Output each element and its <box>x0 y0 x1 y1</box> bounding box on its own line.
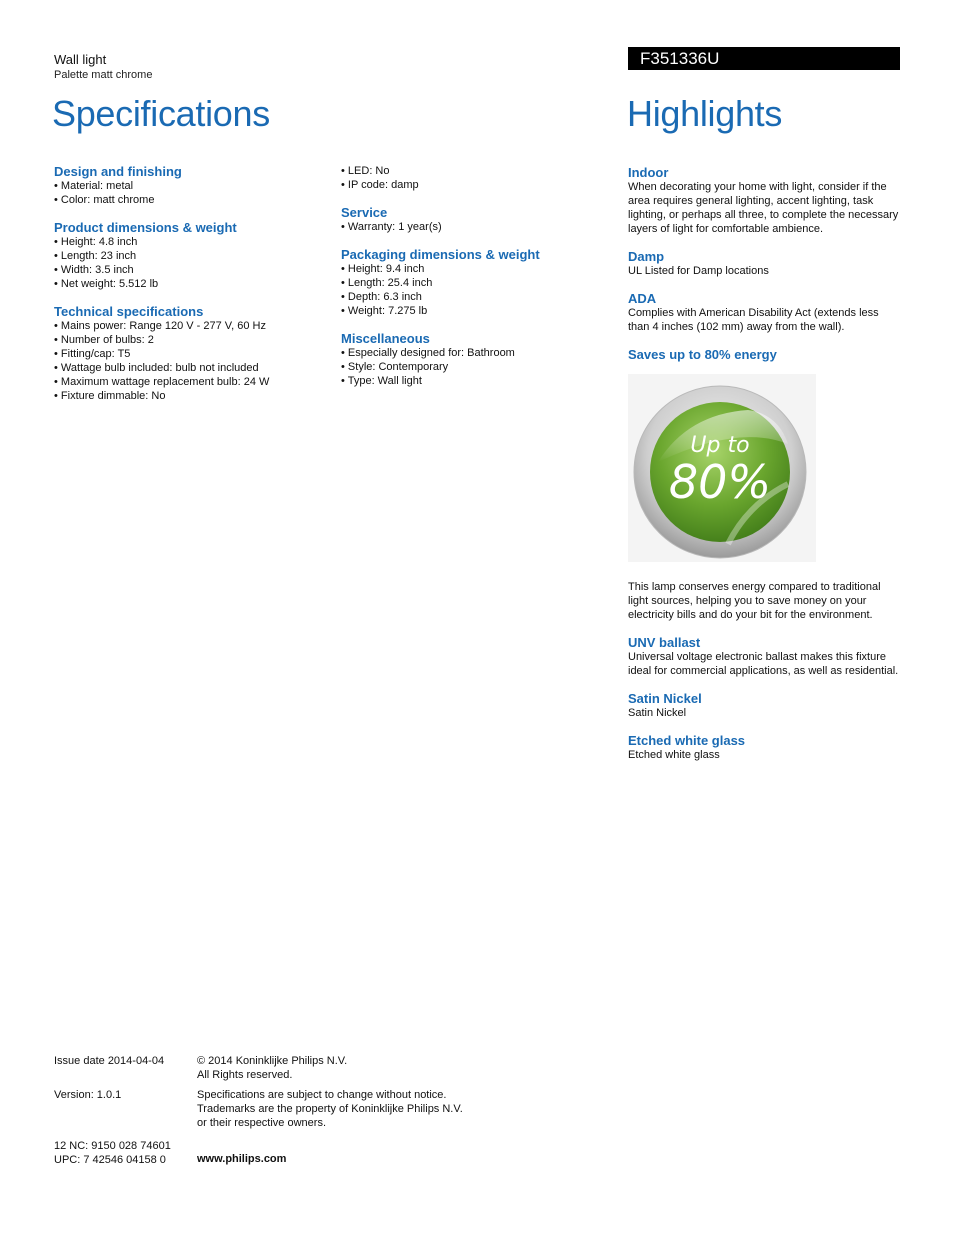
highlight-heading: Satin Nickel <box>628 691 702 706</box>
spec-item: • Style: Contemporary <box>341 361 449 373</box>
spec-section-miscellaneous <box>341 331 611 388</box>
spec-item: • Weight: 7.275 lb <box>341 305 428 317</box>
highlight-body: Satin Nickel <box>628 707 687 719</box>
energy-badge <box>628 374 816 562</box>
highlights-column <box>628 165 902 775</box>
highlight-heading: Saves up to 80% energy <box>628 347 777 362</box>
spec-heading: Miscellaneous <box>341 331 430 346</box>
spec-item: • Height: 4.8 inch <box>54 236 138 248</box>
highlight-energy <box>628 347 902 622</box>
spec-item: • Material: metal <box>54 180 134 192</box>
highlight-satin <box>628 691 902 720</box>
spec-item: • IP code: damp <box>341 179 419 191</box>
highlight-heading: Etched white glass <box>628 733 746 748</box>
spec-item: • Fixture dimmable: No <box>54 390 166 402</box>
highlight-body: Universal voltage electronic ballast makes this fixture ideal for commercial applications, as well as residential. <box>628 651 899 677</box>
footer-copyright: © 2014 Koninklijke Philips N.V. <box>197 1055 348 1067</box>
highlight-indoor <box>628 165 902 236</box>
highlight-heading: Indoor <box>628 165 669 180</box>
footer-notice-2: Trademarks are the property of Koninklijke Philips N.V. <box>197 1103 463 1115</box>
footer-notice-1: Specifications are subject to change without notice. <box>197 1089 447 1101</box>
highlight-body: When decorating your home with light, consider if the area requires general lighting, accent lighting, task lighting, or perhaps all three, to complete the necessary layers of light for comfortable ambience. <box>628 181 899 235</box>
spec-item: • Length: 23 inch <box>54 250 137 262</box>
spec-section-design <box>54 164 324 207</box>
footer-rights: All Rights reserved. <box>197 1069 293 1081</box>
spec-item: • Length: 25.4 inch <box>341 277 433 289</box>
spec-section-packaging <box>341 247 611 318</box>
highlight-heading: Damp <box>628 249 665 264</box>
spec-heading: Design and finishing <box>54 164 182 179</box>
specs-column-2 <box>341 164 611 401</box>
footer-website-link[interactable]: www.philips.com <box>197 1153 287 1165</box>
highlight-heading: ADA <box>628 291 657 306</box>
spec-section-product-dimensions <box>54 220 324 291</box>
highlight-damp <box>628 249 902 278</box>
spec-item: • Warranty: 1 year(s) <box>341 221 442 233</box>
highlight-etched <box>628 733 902 762</box>
highlight-ada <box>628 291 902 334</box>
highlight-body: Etched white glass <box>628 749 720 761</box>
spec-item: • LED: No <box>341 165 390 177</box>
spec-item: • Maximum wattage replacement bulb: 24 W <box>54 376 270 388</box>
spec-section-service <box>341 205 611 234</box>
product-title: Wall light <box>54 52 107 67</box>
spec-item: • Especially designed for: Bathroom <box>341 347 515 359</box>
spec-heading: Technical specifications <box>54 304 204 319</box>
spec-item: • Number of bulbs: 2 <box>54 334 154 346</box>
spec-item: • Type: Wall light <box>341 375 422 387</box>
highlight-body: This lamp conserves energy compared to traditional light sources, helping you to save money on your electricity bills and do your bit for the environment. <box>628 581 881 621</box>
highlight-heading: UNV ballast <box>628 635 701 650</box>
highlight-body: Complies with American Disability Act (extends less than 4 inches (102 mm) away from the wall). <box>628 307 879 333</box>
spec-item: • Wattage bulb included: bulb not included <box>54 362 259 374</box>
specifications-title: Specifications <box>52 93 270 134</box>
badge-text-percent: 80% <box>668 455 772 509</box>
footer-nc: 12 NC: 9150 028 74601 <box>54 1140 171 1152</box>
spec-item: • Fitting/cap: T5 <box>54 348 131 360</box>
spec-section-continued <box>341 164 611 192</box>
footer-issue-date: Issue date 2014-04-04 <box>54 1055 165 1067</box>
badge-text-up-to: Up to <box>690 433 750 458</box>
spec-item: • Net weight: 5.512 lb <box>54 278 159 290</box>
spec-item: • Mains power: Range 120 V - 277 V, 60 Hz <box>54 320 266 332</box>
model-number: F351336U <box>640 49 720 68</box>
highlight-unv <box>628 635 902 678</box>
footer-notice-3: or their respective owners. <box>197 1117 326 1129</box>
spec-heading: Product dimensions & weight <box>54 220 237 235</box>
energy-badge-icon <box>628 374 816 562</box>
spec-item: • Width: 3.5 inch <box>54 264 134 276</box>
spec-item: • Color: matt chrome <box>54 194 155 206</box>
spec-section-technical <box>54 304 324 403</box>
footer-upc: UPC: 7 42546 04158 0 <box>54 1154 166 1166</box>
model-number-bar <box>628 47 900 70</box>
spec-item: • Height: 9.4 inch <box>341 263 425 275</box>
specs-column-1 <box>54 164 324 416</box>
highlights-title: Highlights <box>627 93 783 134</box>
highlight-body: UL Listed for Damp locations <box>628 265 769 277</box>
spec-item: • Depth: 6.3 inch <box>341 291 422 303</box>
product-subtitle: Palette matt chrome <box>54 69 153 81</box>
spec-heading: Service <box>341 205 388 220</box>
spec-heading: Packaging dimensions & weight <box>341 247 540 262</box>
footer-version: Version: 1.0.1 <box>54 1089 122 1101</box>
